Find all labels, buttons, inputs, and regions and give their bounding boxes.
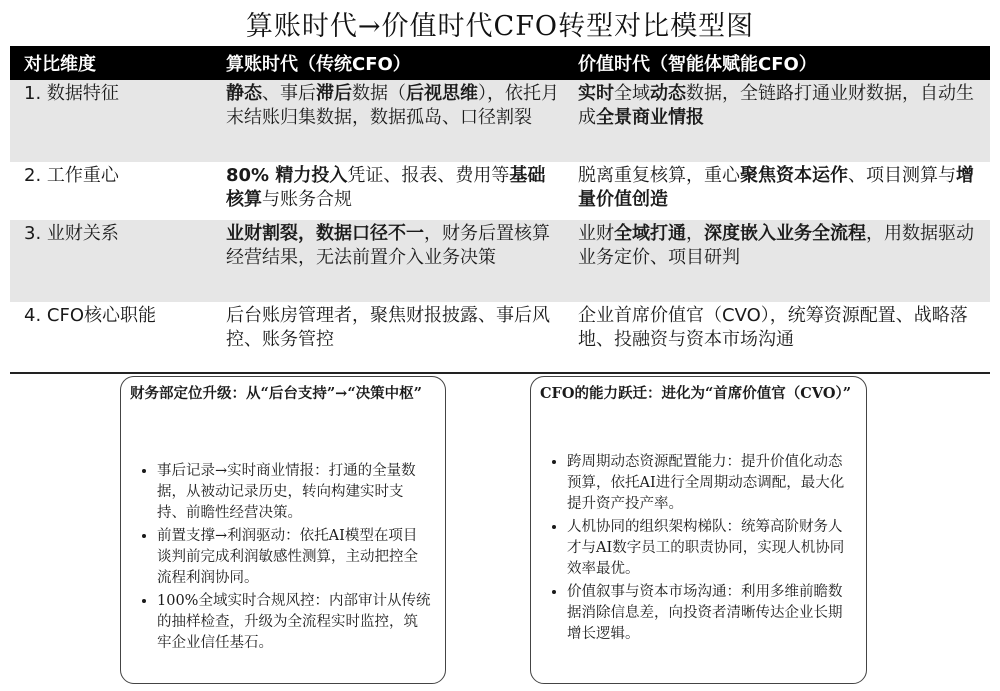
- cell-text: 后台账房管理者，聚焦财报披露、事后风控、账务管控: [226, 305, 550, 350]
- row-traditional: [212, 220, 564, 302]
- capability-leap-box: [530, 376, 867, 684]
- emphasis-text: 增量价值创造: [578, 165, 974, 210]
- table-row: [10, 162, 990, 220]
- cell-text: 脱离重复核算，重心: [578, 165, 740, 186]
- row-traditional: [212, 80, 564, 162]
- list-item: • 100%全域实时合规风控：内部审计从传统的抽样检查，升级为全流程实时监控，筑牢企业信任基石。: [157, 591, 431, 654]
- cell-text: ），依托月末结账归集数据，数据孤岛、口径割裂: [226, 83, 559, 128]
- cell-text: 、项目测算与: [848, 165, 956, 186]
- row-value: [564, 80, 990, 162]
- header-dimension: 对比维度: [10, 46, 212, 80]
- row-dimension: 4. CFO核心职能: [24, 305, 156, 326]
- cell-text: ，: [686, 223, 704, 244]
- row-dimension: 1. 数据特征: [10, 80, 212, 162]
- emphasis-text: 基础核算: [226, 165, 546, 210]
- emphasis-text: 实时: [578, 83, 614, 104]
- row-dimension: 3. 业财关系: [10, 220, 212, 302]
- emphasis-text: 深度嵌入业务全流程: [704, 223, 866, 244]
- positioning-upgrade-box: [120, 376, 446, 684]
- comparison-table: [10, 46, 990, 358]
- table-divider: [10, 372, 990, 374]
- emphasis-text: 后视思维: [406, 83, 478, 104]
- list-item: • 跨周期动态资源配置能力：提升价值化动态预算，依托AI进行全周期动态调配，最大化提升资产投产率。: [567, 452, 852, 515]
- cell-text: 企业首席价值官（CVO），统筹资源配置、战略落地、投融资与资本市场沟通: [578, 305, 968, 350]
- cell-text: ，用数据驱动业务定价、项目研判: [578, 223, 974, 268]
- cell-text: 数据（: [352, 83, 406, 104]
- row-value: [564, 162, 990, 220]
- emphasis-text: 业财割裂，数据口径不一: [226, 223, 424, 244]
- cell-text: 与账务合规: [262, 189, 352, 210]
- row-dimension: 2. 工作重心: [24, 165, 119, 186]
- capability-leap-heading: CFO的能力跃迁：进化为“首席价值官（CVO）”: [540, 385, 852, 402]
- table-row: [10, 302, 990, 358]
- cell-text: ，财务后置核算经营结果，无法前置介入业务决策: [226, 223, 550, 268]
- cell-text: 、事后: [262, 83, 316, 104]
- emphasis-text: 聚焦资本运作: [740, 165, 848, 186]
- table-header-row: [10, 46, 990, 80]
- list-item: • 事后记录→实时商业情报：打通的全量数据，从被动记录历史，转向构建实时支持、前瞻性经营决策。: [157, 461, 431, 524]
- emphasis-text: 动态: [650, 83, 686, 104]
- row-value: [564, 220, 990, 302]
- row-value: [564, 302, 990, 358]
- cell-text: 业财: [578, 223, 614, 244]
- row-traditional: [212, 302, 564, 358]
- table-row: [10, 80, 990, 162]
- emphasis-text: 静态: [226, 83, 262, 104]
- capability-leap-list: [537, 452, 852, 647]
- positioning-upgrade-list: [127, 461, 431, 656]
- page-title: 算账时代→价值时代CFO转型对比模型图: [245, 11, 755, 42]
- emphasis-text: 全景商业情报: [596, 107, 704, 128]
- list-item: • 价值叙事与资本市场沟通：利用多维前瞻数据消除信息差，向投资者清晰传达企业长期增长逻辑。: [567, 582, 852, 645]
- row-traditional: [212, 162, 564, 220]
- list-item: • 前置支撑→利润驱动：依托AI模型在项目谈判前完成利润敏感性测算，主动把控全流程利润协同。: [157, 526, 431, 589]
- cell-text: 凭证、报表、费用等: [347, 165, 510, 186]
- emphasis-text: 滞后: [316, 83, 352, 104]
- header-value: 价值时代（智能体赋能CFO）: [564, 46, 990, 80]
- cell-text: 全域: [614, 83, 650, 104]
- positioning-upgrade-heading: 财务部定位升级：从“后台支持”→“决策中枢”: [130, 385, 423, 402]
- table-row: [10, 220, 990, 302]
- emphasis-text: 全域打通: [614, 223, 686, 244]
- header-traditional: 算账时代（传统CFO）: [212, 46, 564, 80]
- cell-text: 数据，全链路打通业财数据，自动生成: [578, 83, 974, 128]
- emphasis-text: 80% 精力投入: [226, 165, 348, 186]
- list-item: • 人机协同的组织架构梯队：统筹高阶财务人才与AI数字员工的职责协同，实现人机协同效率最优。: [567, 517, 852, 580]
